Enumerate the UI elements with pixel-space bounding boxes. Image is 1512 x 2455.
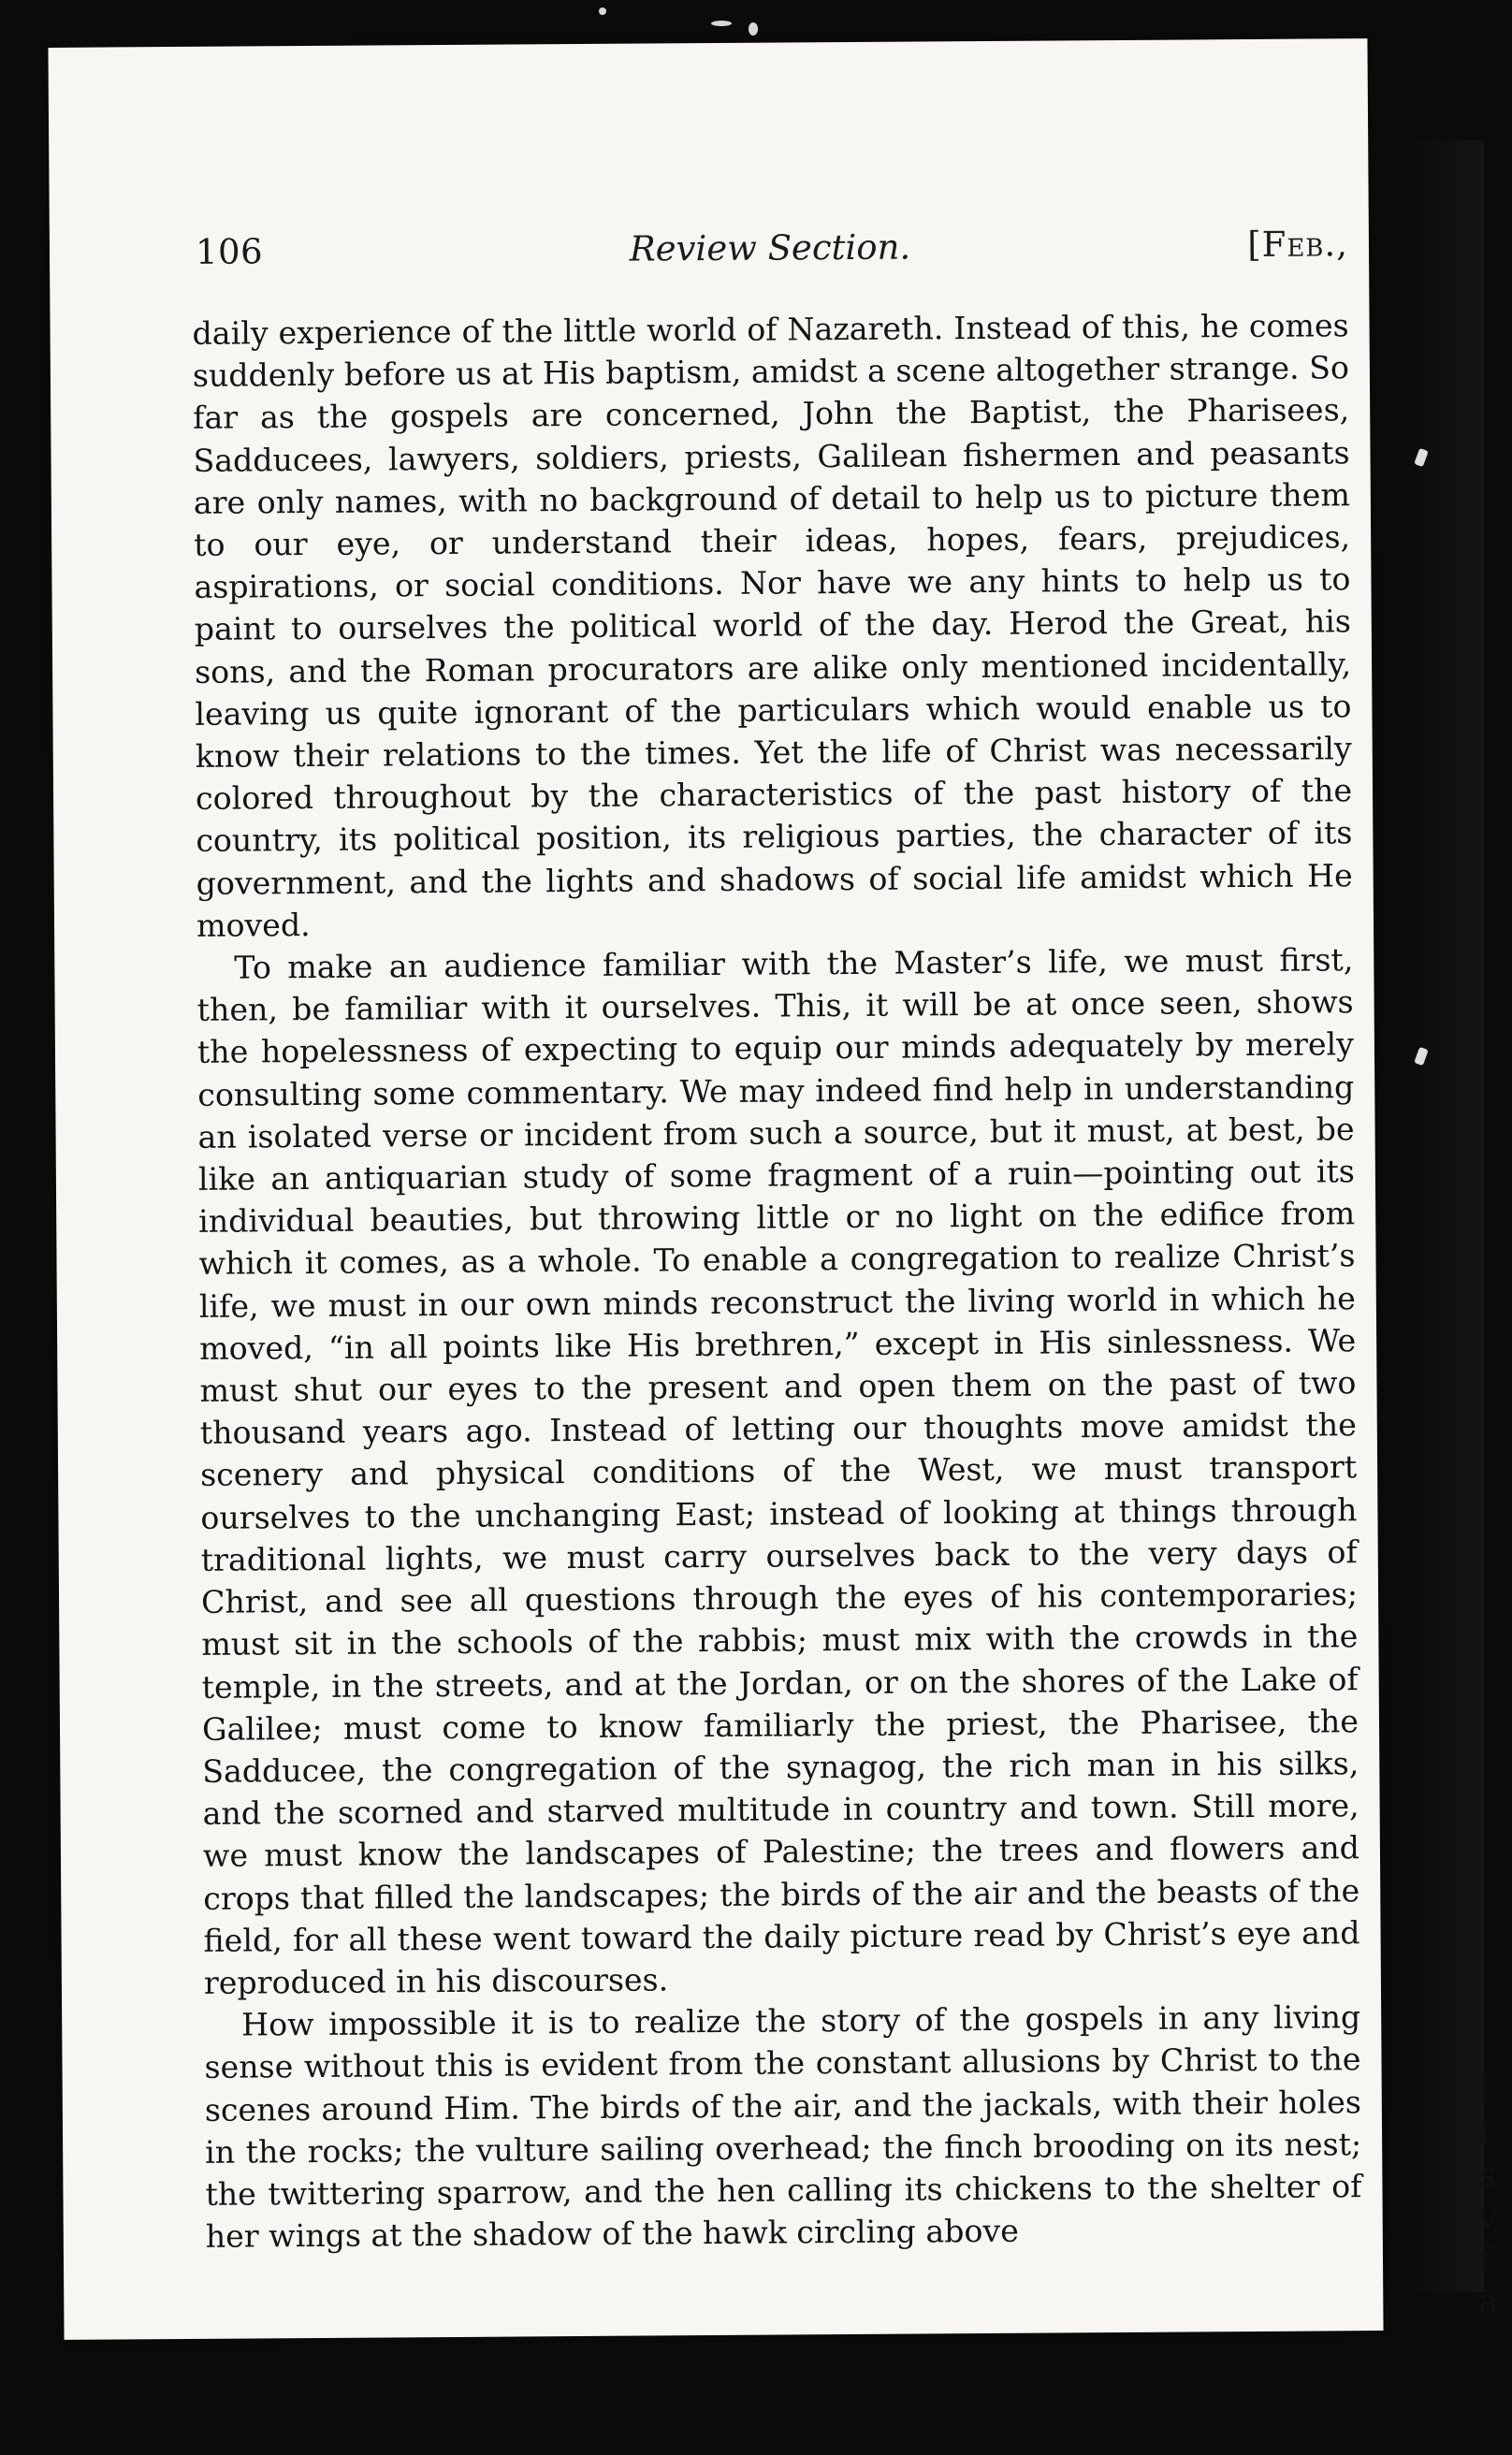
facing-page-letters: [1478, 0, 1512, 2455]
article-body: [192, 304, 1361, 2258]
facing-letter: f: [1478, 2241, 1491, 2279]
paragraph-continued: daily experience of the little world of Nazareth. Instead of this, he comes suddenly before us at His baptism, amidst a scene altogether strange. So far as the gospels are concerned, John the Baptist, the Pharisees, Sadducees, lawyers, soldiers, priests, Galilean fishermen and peasants are only names, with no background of detail to help us to picture them to our eye, or understand their ideas, hopes, fears, prejudices, aspirations, or social conditions. Nor have we any hints to help us to paint to ourselves the political world of the day. Herod the Great, his sons, and the Roman procurators are alike only mentioned incidentally, leaving us quite ignorant of the particulars which would enable us to know their relations to the times. Yet the life of Christ was necessarily colored throughout by the characteristics of the past history of the country, its political position, its religious parties, the character of its government, and the lights and shadows of social life amidst which He moved.: [192, 307, 1353, 944]
facing-letter: v: [1478, 2199, 1498, 2237]
scanned-page: [48, 38, 1383, 2340]
paragraph: To make an audience familiar with the Master’s life, we must first, then, be familiar with it ourselves. This, it will be at once seen, shows the hopelessness of expecting to equip our minds adequately by merely consulting some commentary. We may indeed find help in understanding an isolated verse or incident from such a source, but it must, at best, be like an antiquarian study of some fragment of a ruin—pointing out its individual beauties, but throwing little or no light on the edifice from which it comes, as a whole. To enable a congregation to realize Christ’s life, we must in our own minds reconstruct the living world in which he moved, “in all points like His brethren,” except in His sinlessness. We must shut our eyes to the present and open them on the past of two thousand years ago. Instead of letting our thoughts move amidst the scenery and physical conditions of the West, we must transport ourselves to the unchanging East; instead of looking at things through traditional lights, we must carry ourselves back to the very days of Christ, and see all questions through the eyes of his contemporaries; must sit in the schools of the rabbis; must mix with the crowds in the temple, in the streets, and at the Jordan, or on the shores of the Lake of Galilee; must come to know familiarly the priest, the Pharisee, the Sadducee, the congregation of the synagog, the rich man in his silks, and the scorned and starved multitude in country and town. Still more, we must know the landscapes of Palestine; the trees and flowers and crops that filled the landscapes; the birds of the air and the beasts of the field, for all these went toward the daily picture read by Christ’s eye and reproduced in his discourses.: [196, 941, 1360, 2001]
facing-letter: l: [1478, 2072, 1490, 2111]
section-title: Review Section.: [629, 226, 911, 269]
running-head: [192, 224, 1349, 312]
issue-month: [Feb.,: [1247, 224, 1349, 266]
facing-letter: I: [1478, 2114, 1492, 2153]
page-content: [192, 224, 1362, 2258]
facing-letter: a: [1478, 2283, 1499, 2321]
paragraph: How impossible it is to realize the story of the gospels in any living sense without this is evident from the constant allusions by Christ to the scenes around Him. The birds of the air, and the jackals, with their holes in the rocks; the vulture sailing overhead; the finch brooding on its nest; the twittering sparrow, and the hen calling its chickens to the shelter of her wings at the shadow of the hawk circling above: [204, 1998, 1362, 2255]
facing-letter: s: [1478, 2157, 1496, 2195]
page-number: 106: [195, 231, 264, 272]
